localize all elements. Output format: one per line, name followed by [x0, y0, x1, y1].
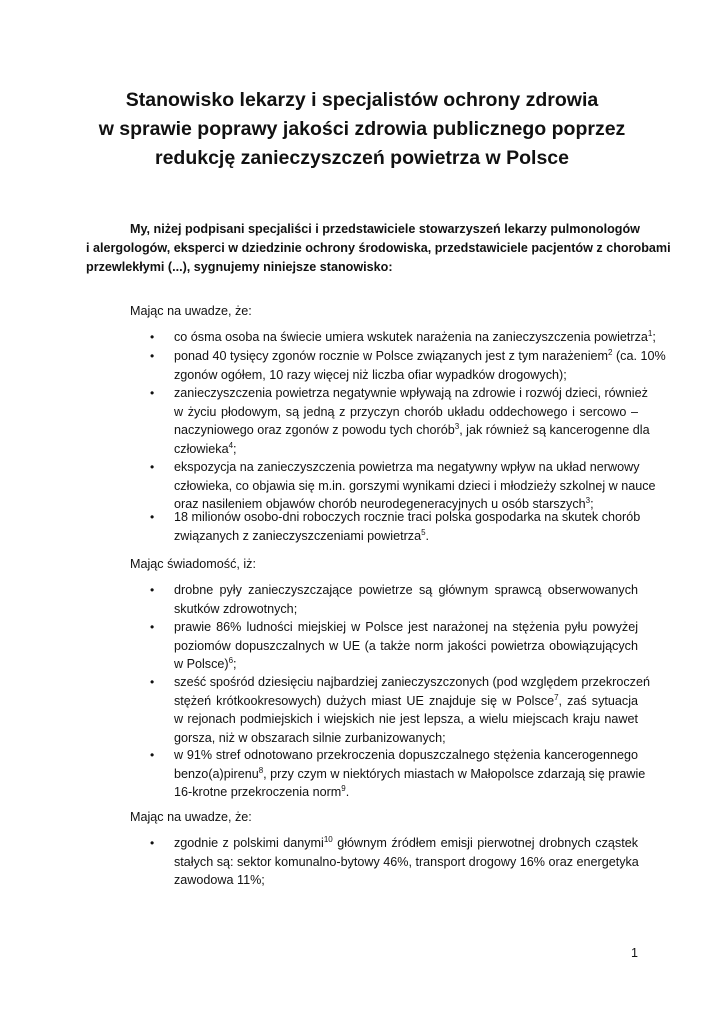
item-line: w rejonach podmiejskich i wiejskich nie jest lepsza, a wielu miejscach kraju nawet: [174, 712, 638, 726]
bullet-icon: •: [150, 836, 155, 850]
item-line: ponad 40 tysięcy zgonów rocznie w Polsce związanych jest z tym narażeniem$^2$ (ca. 10%: [174, 347, 666, 363]
item-line: prawie 86% ludności miejskiej w Polsce jest narażonej na stężenia pyłu powyżej: [174, 620, 638, 634]
item-line: sześć spośród dziesięciu najbardziej zanieczyszczonych (pod względem przekroczeń: [174, 675, 650, 689]
item-line: w Polsce)$^6$;: [174, 655, 237, 671]
item-line: zgonów ogółem, 10 razy więcej niż liczba ofiar wypadków drogowych);: [174, 367, 567, 382]
bullet-icon: •: [150, 460, 155, 474]
bullet-icon: •: [150, 510, 155, 524]
item-line: naczyniowego oraz zgonów z powodu tych chorób$^3$, jak również są kancerogenne dla: [174, 421, 650, 437]
item-line: stężeń krótkookresowych) dużych miast UE znajduje się w Polsce$^7$, zaś sytuacja: [174, 692, 638, 708]
item-line: stałych są: sektor komunalno-bytowy 46%, transport drogowy 16% oraz energetyka: [174, 854, 639, 869]
document-title: [60, 86, 664, 173]
item-line: związanych z zanieczyszczeniami powietrza$^5$.: [174, 527, 430, 543]
bullet-icon: •: [150, 386, 155, 400]
intro-line: i alergologów, eksperci w dziedzinie ochrony środowiska, przedstawiciele pacjentów z chorobami: [86, 241, 671, 255]
item-line: ekspozycja na zanieczyszczenia powietrza ma negatywny wpływ na układ nerwowy: [174, 460, 640, 474]
bullet-icon: •: [150, 349, 155, 363]
section-lead: Mając na uwadze, że:: [130, 810, 252, 824]
item-line: człowieka, co objawia się m.in. gorszymi wynikami dzieci i młodzieży szkolnej w nauce: [174, 478, 656, 493]
section-lead: Mając świadomość, iż:: [130, 557, 256, 571]
section-lead: Mając na uwadze, że:: [130, 304, 252, 318]
title-line: w sprawie poprawy jakości zdrowia publicznego poprzez: [98, 118, 626, 140]
item-line: zawodowa 11%;: [174, 873, 265, 887]
bullet-icon: •: [150, 675, 155, 689]
item-line: co ósma osoba na świecie umiera wskutek narażenia na zanieczyszczenia powietrza$^1$;: [174, 328, 656, 344]
item-line: zanieczyszczenia powietrza negatywnie wpływają na zdrowie i rozwój dzieci, również: [174, 386, 648, 400]
item-line: 16-krotne przekroczenia norm$^9$.: [174, 783, 350, 799]
bullet-icon: •: [150, 330, 155, 344]
bullet-icon: •: [150, 748, 155, 762]
intro-line: My, niżej podpisani specjaliści i przedstawiciele stowarzyszeń lekarzy pulmonologów: [130, 222, 640, 236]
title-line: redukcję zanieczyszczeń powietrza w Polsce: [154, 147, 569, 169]
intro-paragraph: [86, 220, 671, 277]
item-line: poziomów dopuszczalnych w UE (a także norm jakości powietrza obowiązujących: [174, 638, 638, 653]
item-line: oraz nasileniem objawów chorób neurodegeneracyjnych u osób starszych$^3$;: [174, 495, 594, 511]
item-line: skutków zdrowotnych;: [174, 601, 298, 616]
item-line: w życiu płodowym, są jedną z przyczyn chorób układu oddechowego i sercowo –: [174, 404, 638, 419]
item-line: zgodnie z polskimi danymi$^{10}$ głównym źródłem emisji pierwotnej drobnych cząstek: [174, 834, 638, 850]
page-number: 1: [630, 946, 638, 960]
item-line: w 91% stref odnotowano przekroczenia dopuszczalnego stężenia kancerogennego: [174, 748, 638, 762]
item-line: benzo(a)pirenu$^8$, przy czym w niektórych miastach w Małopolsce zdarzają się prawie: [174, 765, 646, 781]
item-line: 18 milionów osobo-dni roboczych rocznie traci polska gospodarka na skutek chorób: [174, 510, 641, 524]
item-line: drobne pyły zanieczyszczające powietrze są głównym sprawcą obserwowanych: [174, 583, 638, 597]
intro-line: przewlekłymi (...), sygnujemy niniejsze stanowisko:: [86, 260, 393, 274]
bullet-icon: •: [150, 583, 155, 597]
item-line: gorsza, niż w obszarach silnie zurbanizowanych;: [174, 730, 446, 745]
bullet-icon: •: [150, 620, 155, 634]
item-line: człowieka$^4$;: [174, 440, 237, 456]
title-line: Stanowisko lekarzy i specjalistów ochrony zdrowia: [125, 89, 599, 111]
